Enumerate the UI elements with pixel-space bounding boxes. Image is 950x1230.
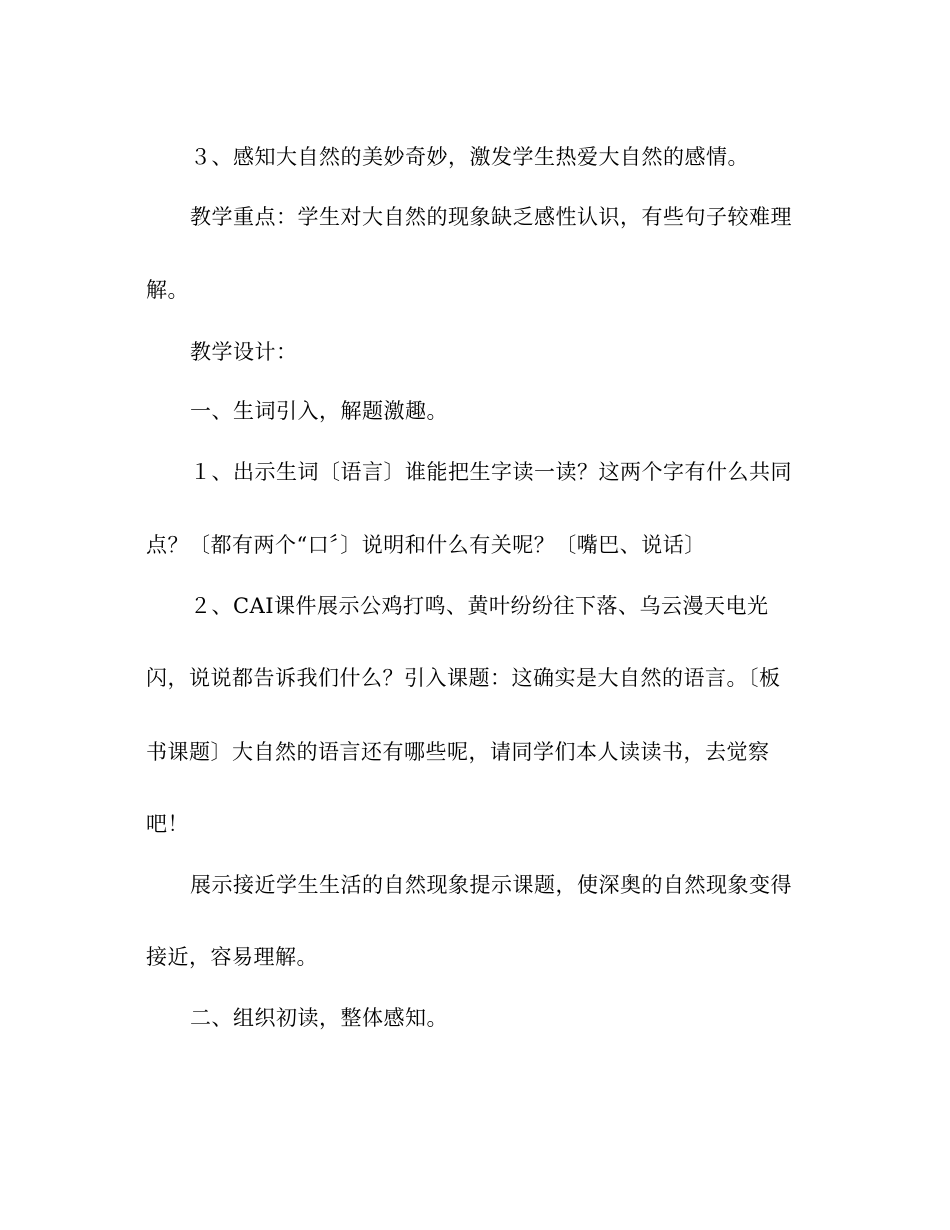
objective-3-line: ３、感知大自然的美妙奇妙，激发学生热爱大自然的感情。 (190, 145, 749, 169)
step-2-continuation-3: 吧！ (146, 812, 189, 836)
step-2-continuation-2: 书课题〕大自然的语言还有哪些呢，请同学们本人读读书，去觉察 (146, 740, 770, 764)
design-note-line: 展示接近学生生活的自然现象提示课题，使深奥的自然现象变得 (190, 873, 792, 897)
teaching-focus-line: 教学重点：学生对大自然的现象缺乏感性认识，有些句子较难理 (190, 205, 792, 229)
teaching-focus-continuation: 解。 (146, 278, 189, 302)
teaching-design-heading: 教学设计： (190, 340, 298, 364)
section-1-heading: 一、生词引入，解题激趣。 (190, 399, 448, 423)
step-1-continuation: 点？〔都有两个“口〞〕说明和什么有关呢？〔嘴巴、说话〕 (146, 533, 706, 557)
design-note-continuation: 接近，容易理解。 (146, 945, 318, 969)
section-2-heading: 二、组织初读，整体感知。 (190, 1006, 448, 1030)
step-1-line: １、出示生词〔语言〕谁能把生字读一读？这两个字有什么共同 (190, 460, 792, 484)
step-2-continuation-1: 闪，说说都告诉我们什么？引入课题：这确实是大自然的语言。〔板 (146, 666, 781, 690)
step-2-line: ２、CAI课件展示公鸡打鸣、黄叶纷纷往下落、乌云漫天电光 (190, 594, 769, 618)
